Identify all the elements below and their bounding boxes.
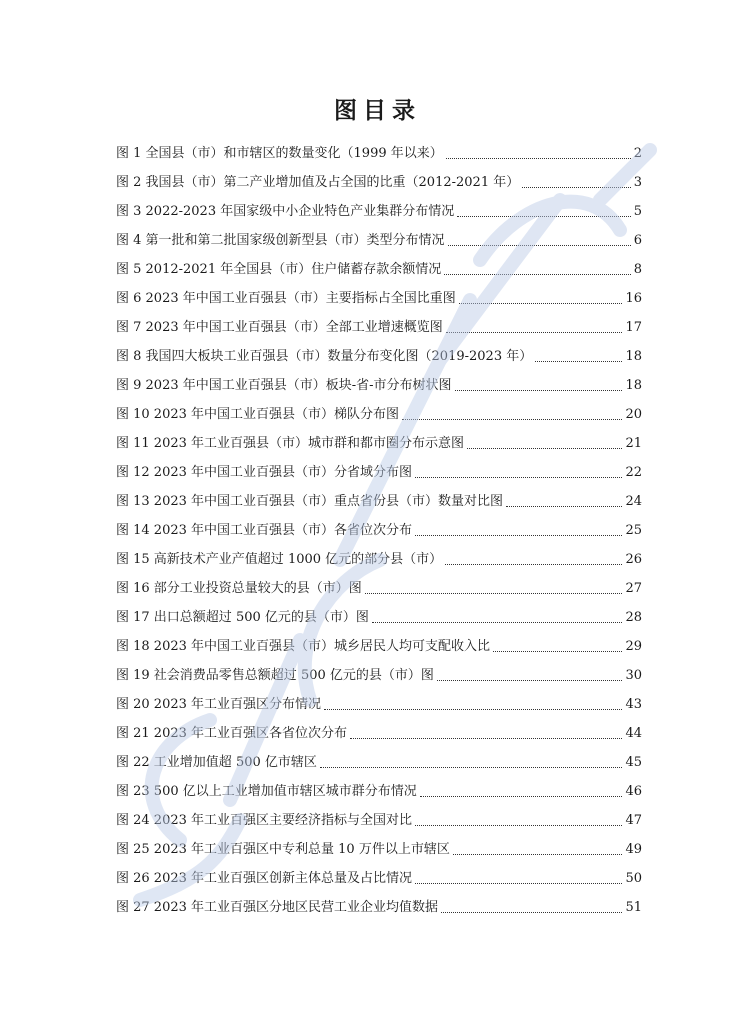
toc-entry[interactable] [116,337,642,366]
toc-entry-page-number: 43 [625,697,642,712]
dot-leader [506,506,622,507]
toc-entry-page-number: 3 [633,175,642,190]
toc-entry[interactable] [116,656,642,685]
toc-entry[interactable] [116,888,642,917]
toc-entry-label: 图 10 2023 年中国工业百强县（市）梯队分布图 [116,407,400,422]
dot-leader [522,187,630,188]
toc-entry-label: 图 16 部分工业投资总量较大的县（市）图 [116,581,362,596]
toc-entry-page-number: 47 [625,813,642,828]
toc-entry[interactable] [116,134,642,163]
toc-entry[interactable] [116,163,642,192]
dot-leader [415,883,622,884]
toc-entry-page-number: 18 [625,378,642,393]
toc-entry-page-number: 26 [625,552,642,567]
dot-leader [415,535,622,536]
toc-entry[interactable] [116,308,642,337]
toc-entry-label: 图 6 2023 年中国工业百强县（市）主要指标占全国比重图 [116,291,456,306]
toc-entry[interactable] [116,192,642,221]
toc-entry[interactable] [116,453,642,482]
dot-leader [350,738,622,739]
toc-entry-label: 图 20 2023 年工业百强区分布情况 [116,697,322,712]
toc-entry-page-number: 29 [625,639,642,654]
toc-entry[interactable] [116,424,642,453]
toc-entry-page-number: 28 [625,610,642,625]
toc-entry[interactable] [116,714,642,743]
toc-entry-label: 图 11 2023 年工业百强县（市）城市群和都市圈分布示意图 [116,436,465,451]
toc-entry[interactable] [116,743,642,772]
toc-entry-label: 图 3 2022-2023 年国家级中小企业特色产业集群分布情况 [116,204,455,219]
toc-entry-page-number: 5 [633,204,642,219]
toc-entry[interactable] [116,627,642,656]
toc-entry-label: 图 2 我国县（市）第二产业增加值及占全国的比重（2012-2021 年） [116,175,520,190]
toc-entry-label: 图 22 工业增加值超 500 亿市辖区 [116,755,317,770]
dot-leader [446,158,631,159]
toc-entry-page-number: 51 [625,900,642,915]
toc-entry-label: 图 4 第一批和第二批国家级创新型县（市）类型分布情况 [116,233,445,248]
toc-entry-label: 图 24 2023 年工业百强区主要经济指标与全国对比 [116,813,413,828]
toc-entry-page-number: 25 [625,523,642,538]
dot-leader [415,825,622,826]
toc-entry[interactable] [116,279,642,308]
toc-entry[interactable] [116,569,642,598]
dot-leader [535,361,622,362]
page-title: 图目录 [334,98,421,124]
toc-entry-label: 图 27 2023 年工业百强区分地区民营工业企业均值数据 [116,900,439,915]
toc-entry[interactable] [116,540,642,569]
toc-entry-page-number: 2 [633,146,642,161]
toc-entry-label: 图 5 2012-2021 年全国县（市）住户储蓄存款余额情况 [116,262,442,277]
toc-entry-page-number: 30 [625,668,642,683]
toc-entry-label: 图 7 2023 年中国工业百强县（市）全部工业增速概览图 [116,320,443,335]
toc-entry-page-number: 50 [625,871,642,886]
toc-entry-label: 图 18 2023 年中国工业百强县（市）城乡居民人均可支配收入比 [116,639,491,654]
toc-entry[interactable] [116,395,642,424]
dot-leader [402,419,622,420]
toc-entry-page-number: 8 [633,262,642,277]
toc-entry-label: 图 9 2023 年中国工业百强县（市）板块-省-市分布树状图 [116,378,452,393]
toc-entry-page-number: 46 [625,784,642,799]
toc-entry-page-number: 27 [625,581,642,596]
dot-leader [415,477,622,478]
dot-leader [455,390,623,391]
toc-entry-label: 图 15 高新技术产业产值超过 1000 亿元的部分县（市） [116,552,443,567]
toc-entry[interactable] [116,482,642,511]
toc-entry[interactable] [116,221,642,250]
toc-entry[interactable] [116,801,642,830]
dot-leader [372,622,623,623]
toc-entry-page-number: 45 [625,755,642,770]
toc-entry-page-number: 6 [633,233,642,248]
toc-entry-page-number: 16 [625,291,642,306]
dot-leader [446,332,623,333]
dot-leader [453,854,623,855]
dot-leader [320,767,623,768]
toc-entry-page-number: 21 [625,436,642,451]
dot-leader [437,680,623,681]
toc-entry-page-number: 22 [625,465,642,480]
toc-entry-label: 图 17 出口总额超过 500 亿元的县（市）图 [116,610,369,625]
dot-leader [441,912,622,913]
dot-leader [467,448,622,449]
toc-entry[interactable] [116,250,642,279]
toc-entry-label: 图 12 2023 年中国工业百强县（市）分省域分布图 [116,465,413,480]
dot-leader [457,216,630,217]
dot-leader [420,796,623,797]
dot-leader [459,303,623,304]
toc-entry-label: 图 1 全国县（市）和市辖区的数量变化（1999 年以来） [116,146,443,161]
dot-leader [493,651,622,652]
toc-entry-label: 图 23 500 亿以上工业增加值市辖区城市群分布情况 [116,784,417,799]
dot-leader [448,245,631,246]
toc-entry-page-number: 49 [625,842,642,857]
toc-entry-label: 图 13 2023 年中国工业百强县（市）重点省份县（市）数量对比图 [116,494,504,509]
toc-entry[interactable] [116,366,642,395]
toc-entry[interactable] [116,598,642,627]
toc-entry-label: 图 26 2023 年工业百强区创新主体总量及占比情况 [116,871,413,886]
toc-entry[interactable] [116,685,642,714]
figure-list [116,134,642,917]
dot-leader [324,709,622,710]
toc-entry-page-number: 18 [625,349,642,364]
dot-leader [444,274,630,275]
toc-entry[interactable] [116,859,642,888]
toc-entry-page-number: 24 [625,494,642,509]
dot-leader [445,564,622,565]
toc-entry-label: 图 14 2023 年中国工业百强县（市）各省位次分布 [116,523,413,538]
toc-entry-page-number: 17 [625,320,642,335]
dot-leader [365,593,623,594]
toc-entry[interactable] [116,830,642,859]
toc-entry-page-number: 44 [625,726,642,741]
toc-entry-label: 图 8 我国四大板块工业百强县（市）数量分布变化图（2019-2023 年） [116,349,533,364]
toc-entry-label: 图 19 社会消费品零售总额超过 500 亿元的县（市）图 [116,668,434,683]
toc-entry-label: 图 21 2023 年工业百强区各省位次分布 [116,726,348,741]
toc-entry-page-number: 20 [625,407,642,422]
toc-entry-label: 图 25 2023 年工业百强区中专利总量 10 万件以上市辖区 [116,842,450,857]
toc-entry[interactable] [116,772,642,801]
toc-entry[interactable] [116,511,642,540]
